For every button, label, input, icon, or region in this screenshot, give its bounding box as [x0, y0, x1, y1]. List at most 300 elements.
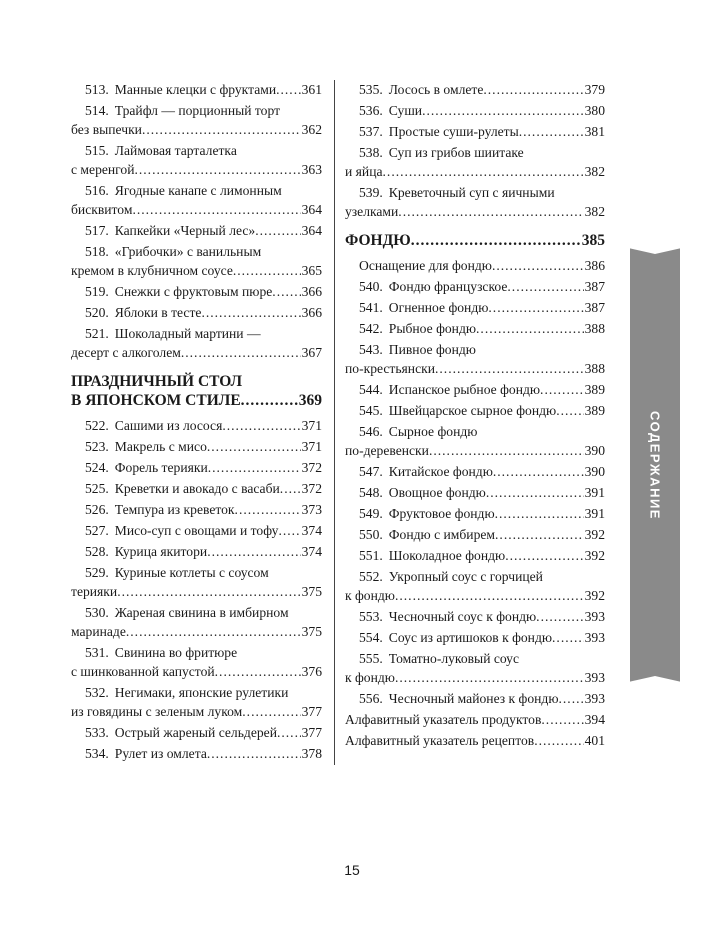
- leader-dots: [492, 256, 584, 275]
- leader-dots: [398, 202, 583, 221]
- entry-page-number: 392: [584, 548, 605, 563]
- entry-page-number: 369: [298, 392, 322, 409]
- toc-entry-line: [71, 582, 322, 601]
- entry-number: 534.: [85, 746, 109, 761]
- entry-page-number: 380: [584, 103, 605, 118]
- entry-title: Испанское рыбное фондю: [388, 382, 541, 397]
- toc-entry: [71, 458, 322, 477]
- leader-dots: [488, 298, 583, 317]
- entry-title: Макрель с мисо: [114, 439, 207, 454]
- entry-number: 535.: [359, 82, 383, 97]
- toc-entry: [71, 603, 322, 641]
- leader-dots: [435, 359, 584, 378]
- page-number: 15: [344, 862, 360, 878]
- entry-title: маринаде: [71, 624, 126, 639]
- entry-title: Укропный соус с горчицей: [388, 569, 543, 584]
- toc-entry: [71, 643, 322, 681]
- entry-title: Мисо-суп с овощами и тофу: [114, 523, 279, 538]
- toc-entry: [345, 504, 605, 523]
- toc-entry: [345, 567, 605, 605]
- entry-number: 540.: [359, 279, 383, 294]
- entry-title: Манные клецки с фруктами: [114, 82, 277, 97]
- entry-title: Куриные котлеты с соусом: [114, 565, 269, 580]
- entry-title: Алфавитный указатель продуктов: [345, 712, 542, 727]
- toc-entry: [345, 462, 605, 481]
- entry-number: 551.: [359, 548, 383, 563]
- entry-number: 553.: [359, 609, 383, 624]
- toc-entry: [345, 143, 605, 181]
- entry-title: В ЯПОНСКОМ СТИЛЕ: [71, 392, 241, 409]
- leader-dots: [215, 662, 301, 681]
- toc-entry: [71, 80, 322, 99]
- entry-title: узелками: [345, 204, 399, 219]
- entry-title: Суши: [388, 103, 423, 118]
- toc-entry-line: [71, 160, 322, 179]
- entry-number: 543.: [359, 342, 383, 357]
- toc-entry-line: [85, 221, 322, 240]
- leader-dots: [429, 441, 584, 460]
- entry-title: без выпечки: [71, 122, 142, 137]
- toc-entry-line: [359, 462, 605, 481]
- entry-number: 513.: [85, 82, 109, 97]
- leader-dots: [207, 542, 300, 561]
- toc-entry: [345, 731, 605, 750]
- toc-entry-line: [71, 372, 322, 391]
- entry-page-number: 382: [584, 204, 605, 219]
- toc-entry: [71, 500, 322, 519]
- leader-dots: [519, 122, 584, 141]
- leader-dots: [117, 582, 300, 601]
- entry-title: Шоколадный мартини —: [114, 326, 261, 341]
- entry-title: Курица якитори: [114, 544, 208, 559]
- toc-entry-line: [85, 603, 322, 622]
- toc-entry: [71, 303, 322, 322]
- entry-title: Рулет из омлета: [114, 746, 207, 761]
- entry-page-number: 393: [584, 630, 605, 645]
- toc-entry: [71, 683, 322, 721]
- toc-entry: [345, 546, 605, 565]
- toc-entry-line: [345, 231, 605, 250]
- entry-page-number: 375: [301, 624, 322, 639]
- entry-page-number: 374: [301, 523, 322, 538]
- entry-title: Рыбное фондю: [388, 321, 477, 336]
- toc-entry-line: [85, 141, 322, 160]
- entry-title: Капкейки «Черный лес»: [114, 223, 256, 238]
- entry-page-number: 389: [584, 403, 605, 418]
- toc-entry-line: [345, 586, 605, 605]
- entry-number: 548.: [359, 485, 383, 500]
- leader-dots: [181, 343, 301, 362]
- entry-title: Жареная свинина в имбирном: [114, 605, 289, 620]
- leader-dots: [142, 120, 301, 139]
- entry-number: 536.: [359, 103, 383, 118]
- toc-entry-line: [85, 416, 322, 435]
- entry-page-number: 393: [584, 670, 605, 685]
- leader-dots: [383, 162, 584, 181]
- entry-title: Сырное фондю: [388, 424, 478, 439]
- toc-entry: [71, 221, 322, 240]
- entry-number: 517.: [85, 223, 109, 238]
- leader-dots: [207, 437, 301, 456]
- toc-entry-line: [85, 458, 322, 477]
- toc-entry-line: [359, 649, 605, 668]
- entry-page-number: 372: [301, 481, 322, 496]
- entry-page-number: 391: [584, 506, 605, 521]
- entry-number: 556.: [359, 691, 383, 706]
- leader-dots: [222, 416, 300, 435]
- leader-dots: [276, 80, 301, 99]
- toc-entry: [71, 744, 322, 763]
- leader-dots: [493, 462, 584, 481]
- toc-entry: [345, 422, 605, 460]
- toc-entry: [71, 324, 322, 362]
- entry-title: Лосось в омлете: [388, 82, 484, 97]
- entry-number: 547.: [359, 464, 383, 479]
- toc-entry-line: [85, 303, 322, 322]
- leader-dots: [541, 710, 583, 729]
- entry-page-number: 364: [301, 223, 322, 238]
- toc-entry-line: [71, 702, 322, 721]
- toc-column-right: [345, 80, 605, 752]
- entry-page-number: 372: [301, 460, 322, 475]
- leader-dots: [507, 277, 583, 296]
- toc-entry-line: [359, 319, 605, 338]
- toc-column-left: [71, 80, 335, 765]
- toc-entry-line: [71, 200, 322, 219]
- toc-entry-line: [345, 668, 605, 687]
- entry-title: Сашими из лосося: [114, 418, 223, 433]
- entry-title: Швейцарское сырное фондю: [388, 403, 557, 418]
- leader-dots: [534, 731, 583, 750]
- leader-dots: [395, 668, 584, 687]
- toc-entry: [71, 282, 322, 301]
- toc-entry-line: [359, 101, 605, 120]
- leader-dots: [207, 744, 301, 763]
- toc-entry: [71, 141, 322, 179]
- entry-page-number: 401: [584, 733, 605, 748]
- entry-title: Лаймовая тарталетка: [114, 143, 237, 158]
- toc-entry-line: [85, 723, 322, 742]
- entry-number: 521.: [85, 326, 109, 341]
- toc-entry: [345, 607, 605, 626]
- toc-entry-line: [345, 710, 605, 729]
- toc-entry-line: [359, 380, 605, 399]
- leader-dots: [280, 479, 301, 498]
- entry-number: 537.: [359, 124, 383, 139]
- toc-entry-line: [85, 80, 322, 99]
- entry-title: Чесночный соус к фондю: [388, 609, 537, 624]
- entry-page-number: 366: [301, 305, 322, 320]
- toc-entry: [345, 256, 605, 275]
- entry-number: 528.: [85, 544, 109, 559]
- entry-title: с шинкованной капустой: [71, 664, 215, 679]
- entry-number: 531.: [85, 645, 109, 660]
- toc-entry: [71, 101, 322, 139]
- entry-number: 549.: [359, 506, 383, 521]
- entry-number: 555.: [359, 651, 383, 666]
- toc-entry-line: [71, 391, 322, 410]
- toc-entry: [345, 80, 605, 99]
- toc-entry-line: [85, 542, 322, 561]
- leader-dots: [495, 504, 584, 523]
- toc-entry-line: [85, 282, 322, 301]
- entry-title: Темпура из креветок: [114, 502, 235, 517]
- leader-dots: [272, 282, 300, 301]
- toc-entry: [345, 298, 605, 317]
- entry-number: 526.: [85, 502, 109, 517]
- entry-page-number: 391: [584, 485, 605, 500]
- toc-entry: [345, 183, 605, 221]
- toc-entry-line: [345, 731, 605, 750]
- entry-title: Пивное фондю: [388, 342, 476, 357]
- leader-dots: [233, 261, 301, 280]
- toc-entry: [345, 628, 605, 647]
- entry-number: 516.: [85, 183, 109, 198]
- entry-title: и яйца: [345, 164, 383, 179]
- entry-number: 524.: [85, 460, 109, 475]
- entry-page-number: 388: [584, 361, 605, 376]
- entry-title: Чесночный майонез к фондю: [388, 691, 559, 706]
- leader-dots: [134, 160, 300, 179]
- toc-entry-line: [359, 401, 605, 420]
- leader-dots: [422, 101, 584, 120]
- toc-entry-line: [85, 500, 322, 519]
- entry-page-number: 390: [584, 464, 605, 479]
- toc-entry-line: [359, 628, 605, 647]
- toc-entry: [345, 277, 605, 296]
- entry-number: 525.: [85, 481, 109, 496]
- leader-dots: [235, 500, 301, 519]
- entry-title: Негимаки, японские рулетики: [114, 685, 289, 700]
- entry-number: 529.: [85, 565, 109, 580]
- entry-page-number: 388: [584, 321, 605, 336]
- entry-title: Соус из артишоков к фондю: [388, 630, 553, 645]
- toc-entry-line: [85, 181, 322, 200]
- entry-number: 519.: [85, 284, 109, 299]
- entry-number: 545.: [359, 403, 383, 418]
- toc-entry: [345, 483, 605, 502]
- entry-page-number: 373: [301, 502, 322, 517]
- entry-page-number: 392: [584, 588, 605, 603]
- toc-entry-line: [345, 162, 605, 181]
- leader-dots: [411, 231, 581, 250]
- toc-entry-line: [359, 689, 605, 708]
- leader-dots: [242, 702, 300, 721]
- leader-dots: [483, 80, 583, 99]
- toc-entry-line: [359, 256, 605, 275]
- entry-page-number: 374: [301, 544, 322, 559]
- entry-page-number: 393: [584, 609, 605, 624]
- toc-entry-line: [85, 437, 322, 456]
- entry-title: Ягодные канапе с лимонным: [114, 183, 282, 198]
- toc-entry-line: [359, 422, 605, 441]
- toc-entry: [345, 380, 605, 399]
- entry-title: Форель терияки: [114, 460, 208, 475]
- toc-entry-line: [345, 359, 605, 378]
- entry-page-number: 381: [584, 124, 605, 139]
- entry-number: 515.: [85, 143, 109, 158]
- leader-dots: [559, 689, 584, 708]
- entry-title: кремом в клубничном соусе: [71, 263, 233, 278]
- entry-page-number: 371: [301, 418, 322, 433]
- leader-dots: [476, 319, 584, 338]
- entry-title: Креветки и авокадо с васаби: [114, 481, 280, 496]
- entry-page-number: 367: [301, 345, 322, 360]
- entry-number: 522.: [85, 418, 109, 433]
- toc-entry-line: [71, 343, 322, 362]
- toc-entry-line: [85, 242, 322, 261]
- toc-entry: [345, 401, 605, 420]
- leader-dots: [277, 723, 301, 742]
- toc-entry-line: [345, 202, 605, 221]
- section-heading: [345, 231, 605, 250]
- leader-dots: [540, 380, 584, 399]
- entry-title: Простые суши-рулеты: [388, 124, 519, 139]
- toc-entry: [71, 437, 322, 456]
- entry-title: «Грибочки» с ванильным: [114, 244, 262, 259]
- entry-page-number: 385: [581, 232, 605, 249]
- entry-number: 523.: [85, 439, 109, 454]
- entry-number: 527.: [85, 523, 109, 538]
- toc-entry-line: [85, 324, 322, 343]
- toc-entry: [345, 689, 605, 708]
- entry-title: к фондю: [345, 588, 395, 603]
- toc-entry-line: [71, 662, 322, 681]
- entry-page-number: 377: [301, 704, 322, 719]
- toc-entry: [71, 242, 322, 280]
- toc-entry-line: [359, 183, 605, 202]
- toc-entry-line: [85, 643, 322, 662]
- entry-page-number: 392: [584, 527, 605, 542]
- entry-title: десерт с алкоголем: [71, 345, 181, 360]
- toc-entry-line: [71, 120, 322, 139]
- toc-entry-line: [85, 479, 322, 498]
- toc-entry-line: [85, 744, 322, 763]
- toc-entry: [71, 416, 322, 435]
- toc-entry: [345, 649, 605, 687]
- entry-page-number: 386: [584, 258, 605, 273]
- entry-title: Свинина во фритюре: [114, 645, 238, 660]
- toc-entry-line: [359, 504, 605, 523]
- toc-entry-line: [359, 80, 605, 99]
- entry-title: Снежки с фруктовым пюре: [114, 284, 273, 299]
- entry-page-number: 361: [301, 82, 322, 97]
- leader-dots: [132, 200, 300, 219]
- entry-number: 538.: [359, 145, 383, 160]
- entry-title: с меренгой: [71, 162, 135, 177]
- toc-entry: [71, 542, 322, 561]
- entry-number: 533.: [85, 725, 109, 740]
- entry-title: по-крестьянски: [345, 361, 435, 376]
- leader-dots: [278, 521, 300, 540]
- side-tab-label: СОДЕРЖАНИЕ: [647, 410, 663, 520]
- entry-number: 542.: [359, 321, 383, 336]
- leader-dots: [201, 303, 300, 322]
- entry-title: Шоколадное фондю: [388, 548, 506, 563]
- entry-title: Суп из грибов шиитаке: [388, 145, 524, 160]
- entry-title: Фондю французское: [388, 279, 508, 294]
- entry-title: из говядины с зеленым луком: [71, 704, 243, 719]
- toc-entry: [345, 340, 605, 378]
- entry-number: 520.: [85, 305, 109, 320]
- entry-number: 552.: [359, 569, 383, 584]
- toc-entry-line: [345, 441, 605, 460]
- entry-page-number: 379: [584, 82, 605, 97]
- entry-title: ПРАЗДНИЧНЫЙ СТОЛ: [71, 373, 243, 390]
- toc-entry-line: [359, 546, 605, 565]
- toc-entry-line: [359, 567, 605, 586]
- entry-title: терияки: [71, 584, 118, 599]
- entry-title: ФОНДЮ: [345, 232, 411, 249]
- entry-title: Огненное фондю: [388, 300, 489, 315]
- entry-title: Яблоки в тесте: [114, 305, 202, 320]
- toc-entry-line: [85, 563, 322, 582]
- toc-entry-line: [85, 521, 322, 540]
- toc-entry-line: [359, 277, 605, 296]
- toc-entry: [71, 479, 322, 498]
- toc-entry-line: [85, 101, 322, 120]
- section-side-tab: [630, 240, 680, 690]
- entry-page-number: 387: [584, 279, 605, 294]
- toc-entry-line: [359, 122, 605, 141]
- leader-dots: [241, 391, 298, 410]
- toc-entry: [71, 521, 322, 540]
- entry-page-number: 377: [301, 725, 322, 740]
- leader-dots: [552, 628, 584, 647]
- entry-number: 532.: [85, 685, 109, 700]
- entry-number: 544.: [359, 382, 383, 397]
- leader-dots: [486, 483, 584, 502]
- toc-entry: [345, 122, 605, 141]
- entry-number: 530.: [85, 605, 109, 620]
- leader-dots: [495, 525, 584, 544]
- entry-page-number: 376: [301, 664, 322, 679]
- entry-number: 539.: [359, 185, 383, 200]
- entry-title: Креветочный суп с яичными: [388, 185, 555, 200]
- toc-entry-line: [359, 143, 605, 162]
- leader-dots: [126, 622, 301, 641]
- toc-entry: [71, 563, 322, 601]
- entry-page-number: 365: [301, 263, 322, 278]
- entry-title: Трайфл — порционный торт: [114, 103, 281, 118]
- toc-entry: [71, 723, 322, 742]
- entry-number: 514.: [85, 103, 109, 118]
- entry-page-number: 378: [301, 746, 322, 761]
- entry-number: 541.: [359, 300, 383, 315]
- entry-page-number: 364: [301, 202, 322, 217]
- toc-entry-line: [71, 622, 322, 641]
- toc-entry-line: [359, 483, 605, 502]
- entry-page-number: 382: [584, 164, 605, 179]
- entry-page-number: 362: [301, 122, 322, 137]
- leader-dots: [505, 546, 583, 565]
- entry-page-number: 371: [301, 439, 322, 454]
- toc-entry: [71, 181, 322, 219]
- entry-title: бисквитом: [71, 202, 133, 217]
- leader-dots: [395, 586, 584, 605]
- section-heading: [71, 372, 322, 410]
- entry-page-number: 363: [301, 162, 322, 177]
- entry-number: 550.: [359, 527, 383, 542]
- entry-title: Фондю с имбирем: [388, 527, 496, 542]
- leader-dots: [208, 458, 301, 477]
- entry-title: Овощное фондю: [388, 485, 486, 500]
- entry-page-number: 389: [584, 382, 605, 397]
- entry-page-number: 394: [584, 712, 605, 727]
- entry-title: Томатно-луковый соус: [388, 651, 520, 666]
- entry-page-number: 366: [301, 284, 322, 299]
- entry-page-number: 390: [584, 443, 605, 458]
